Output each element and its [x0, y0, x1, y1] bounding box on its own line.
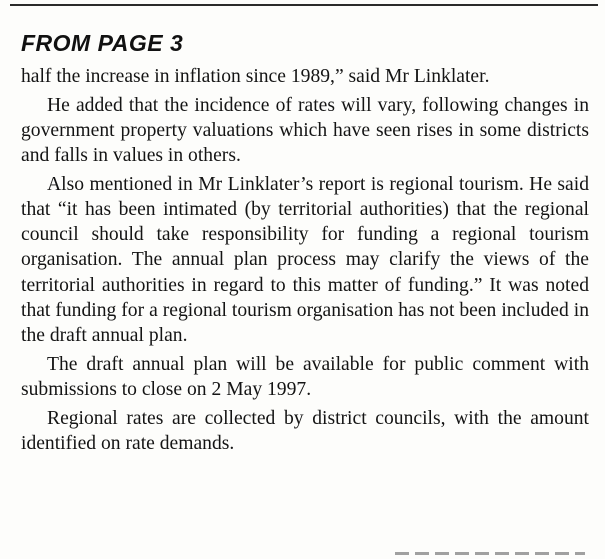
continuation-heading: FROM PAGE 3: [21, 30, 184, 56]
article-paragraph: half the increase in inflation since 1989,” said Mr Linklater.: [21, 66, 490, 87]
bottom-scan-artifact: [395, 552, 585, 555]
article-body: [21, 64, 589, 460]
article-paragraph: Also mentioned in Mr Linklater’s report is regional tourism. He said that “it has been intimated (by territorial authorities) that the regional council should take responsibility for funding a regional tourism organisation. The annual plan process may clarify the views of the territorial authorities in regard to this matter of funding.” It was noted that funding for a regional tourism organisation has not been included in the draft annual plan.: [21, 173, 589, 347]
article-paragraph: The draft annual plan will be available for public comment with submissions to close on 2 May 1997.: [21, 353, 589, 400]
top-border-rule: [10, 4, 598, 6]
article-paragraph: Regional rates are collected by district councils, with the amount identified on rate demands.: [21, 407, 589, 454]
article-paragraph: He added that the incidence of rates will vary, following changes in government property valuations which have seen rises in some districts and falls in values in others.: [21, 94, 589, 167]
